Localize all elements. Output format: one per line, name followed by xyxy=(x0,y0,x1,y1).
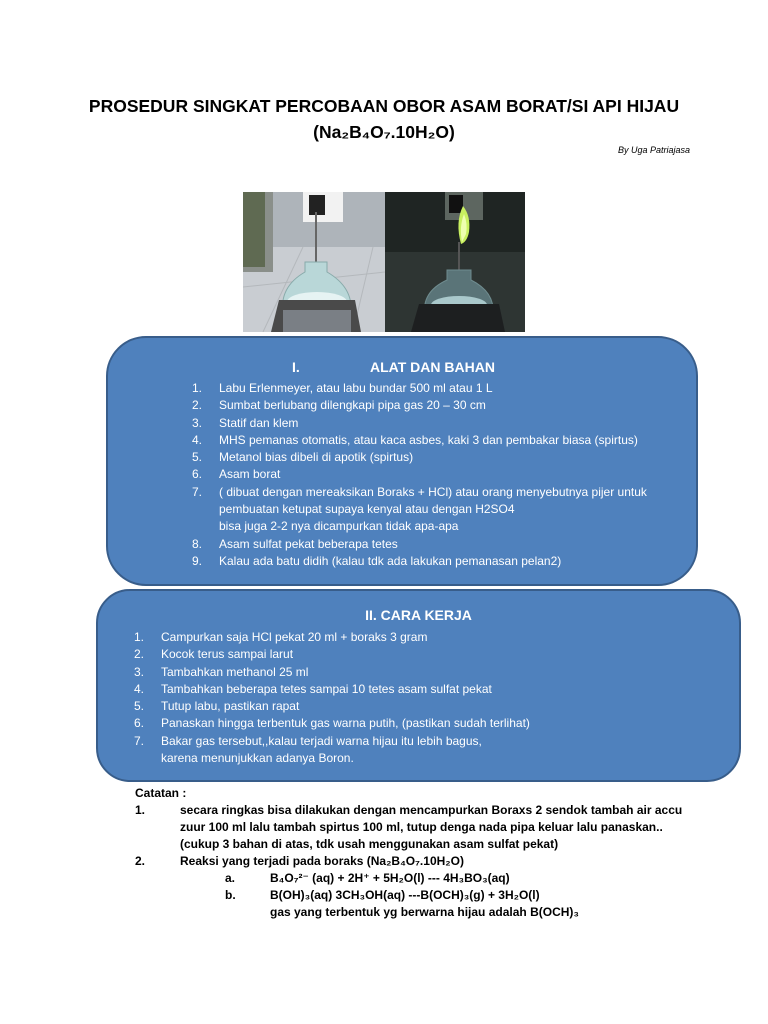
list-item xyxy=(134,646,694,663)
section1-number: I. xyxy=(292,359,300,375)
materials-list xyxy=(192,380,682,570)
notes-heading: Catatan : xyxy=(135,786,187,800)
list-item xyxy=(134,664,694,681)
list-item xyxy=(134,733,694,768)
list-item xyxy=(134,629,694,646)
procedure-steps-list xyxy=(134,629,694,767)
list-item xyxy=(192,466,682,483)
list-item xyxy=(134,698,694,715)
note-1-line: secara ringkas bisa dilakukan dengan mencampurkan Boraxs 2 sendok tambah air accu xyxy=(180,803,683,817)
notes-section xyxy=(135,785,725,921)
list-item-number: 2. xyxy=(192,398,203,413)
list-item-number: 7. xyxy=(192,484,203,499)
list-item-text: Kocok terus sampai larut xyxy=(161,647,294,662)
list-item xyxy=(134,681,694,698)
list-item-text: Tambahkan methanol 25 ml xyxy=(161,664,309,679)
list-item-text: MHS pemanas otomatis, atau kaca asbes, kaki 3 dan pembakar biasa (spirtus) xyxy=(219,432,638,447)
list-item-number: 5. xyxy=(192,450,203,465)
list-item-text: Kalau ada batu didih (kalau tdk ada lakukan pemanasan pelan2) xyxy=(219,553,562,568)
list-item-text: Panaskan hingga terbentuk gas warna putih, (pastikan sudah terlihat) xyxy=(161,716,530,731)
list-item-text: bisa juga 2-2 nya dicampurkan tidak apa-apa xyxy=(219,519,459,534)
tools-materials-panel xyxy=(106,336,698,586)
green-gas-note: gas yang terbentuk yg berwarna hijau adalah B(OCH)₃ xyxy=(270,905,579,919)
note-2-line: Reaksi yang terjadi pada boraks (Na₂B₄O₇.10H₂O) xyxy=(180,854,464,868)
list-item-number: 1. xyxy=(192,381,203,395)
list-item-text: Labu Erlenmeyer, atau labu bundar 500 ml atau 1 L xyxy=(219,381,493,395)
section1-title: ALAT DAN BAHAN xyxy=(370,359,495,375)
list-item-number: 7. xyxy=(134,733,145,748)
flask-green-flame-photo xyxy=(385,192,525,332)
list-item xyxy=(192,397,682,414)
note-1 xyxy=(135,802,725,853)
list-item-number: 4. xyxy=(192,432,203,447)
reaction-b-equation: B(OH)₃(aq) 3CH₃OH(aq) ---B(OCH)₃(g) + 3H₂O(l) xyxy=(270,888,540,902)
reaction-a xyxy=(225,870,725,887)
list-item xyxy=(134,715,694,732)
list-item-number: 5. xyxy=(134,699,145,714)
list-item xyxy=(192,449,682,466)
reaction-a-equation: B₄O₇²⁻ (aq) + 2H⁺ + 5H₂O(l) --- 4H₃BO₃(aq) xyxy=(270,871,510,885)
list-item-number: 3. xyxy=(134,664,145,679)
list-item-number: 6. xyxy=(134,716,145,731)
title-line-1: PROSEDUR SINGKAT PERCOBAAN OBOR ASAM BORAT/SI API HIJAU xyxy=(88,96,680,116)
list-item-number: 2. xyxy=(134,647,145,662)
list-item-text: pembuatan ketupat supaya kenyal atau dengan H2SO4 xyxy=(219,502,515,517)
list-item-text: Bakar gas tersebut,,kalau terjadi warna hijau itu lebih bagus, xyxy=(161,733,482,748)
list-item-text: Asam borat xyxy=(219,467,281,482)
reaction-a-label: a. xyxy=(225,871,236,885)
list-item xyxy=(192,415,682,432)
reaction-b-label: b. xyxy=(225,888,236,902)
note-1-line: (cukup 3 bahan di atas, tdk usah menggunakan asam sulfat pekat) xyxy=(180,837,559,851)
list-item-number: 1. xyxy=(134,630,145,644)
list-item-number: 4. xyxy=(134,681,145,696)
list-item xyxy=(192,432,682,449)
reaction-b xyxy=(225,887,725,904)
list-item-text: Tutup labu, pastikan rapat xyxy=(161,699,300,714)
note-2 xyxy=(135,853,725,870)
list-item xyxy=(192,484,682,536)
list-item-number: 6. xyxy=(192,467,203,482)
list-item xyxy=(192,553,682,570)
list-item-text: karena menunjukkan adanya Boron. xyxy=(161,751,354,766)
list-item-number: 9. xyxy=(192,553,203,568)
experiment-photos xyxy=(243,192,525,332)
list-item-number: 8. xyxy=(192,536,203,551)
list-item-text: Campurkan saja HCl pekat 20 ml + boraks 3 gram xyxy=(161,630,428,644)
author-credit: By Uga Patriajasa xyxy=(617,145,690,155)
note-2-number: 2. xyxy=(135,854,146,868)
list-item-text: Asam sulfat pekat beberapa tetes xyxy=(219,536,398,551)
title-formula: (Na₂B₄O₇.10H₂O) xyxy=(313,122,455,142)
procedure-panel xyxy=(96,589,741,782)
section2-heading: II. CARA KERJA xyxy=(365,607,472,623)
list-item-text: Statif dan klem xyxy=(219,415,299,430)
list-item-text: Metanol bias dibeli di apotik (spirtus) xyxy=(219,450,414,465)
note-1-line: zuur 100 ml lalu tambah spirtus 100 ml, tutup denga nada pipa keluar lalu panaskan.. xyxy=(180,820,663,834)
list-item-text: Sumbat berlubang dilengkapi pipa gas 20 – 30 cm xyxy=(219,398,486,413)
flask-unlit-photo xyxy=(243,192,385,332)
note-1-number: 1. xyxy=(135,803,146,817)
list-item xyxy=(192,536,682,553)
list-item-text: Tambahkan beberapa tetes sampai 10 tetes asam sulfat pekat xyxy=(161,681,492,696)
list-item-text: ( dibuat dengan mereaksikan Boraks + HCl) atau orang menyebutnya pijer untuk xyxy=(219,484,647,499)
list-item xyxy=(192,380,682,397)
document-title xyxy=(0,93,768,145)
list-item-number: 3. xyxy=(192,415,203,430)
reaction-b-note xyxy=(225,904,725,921)
